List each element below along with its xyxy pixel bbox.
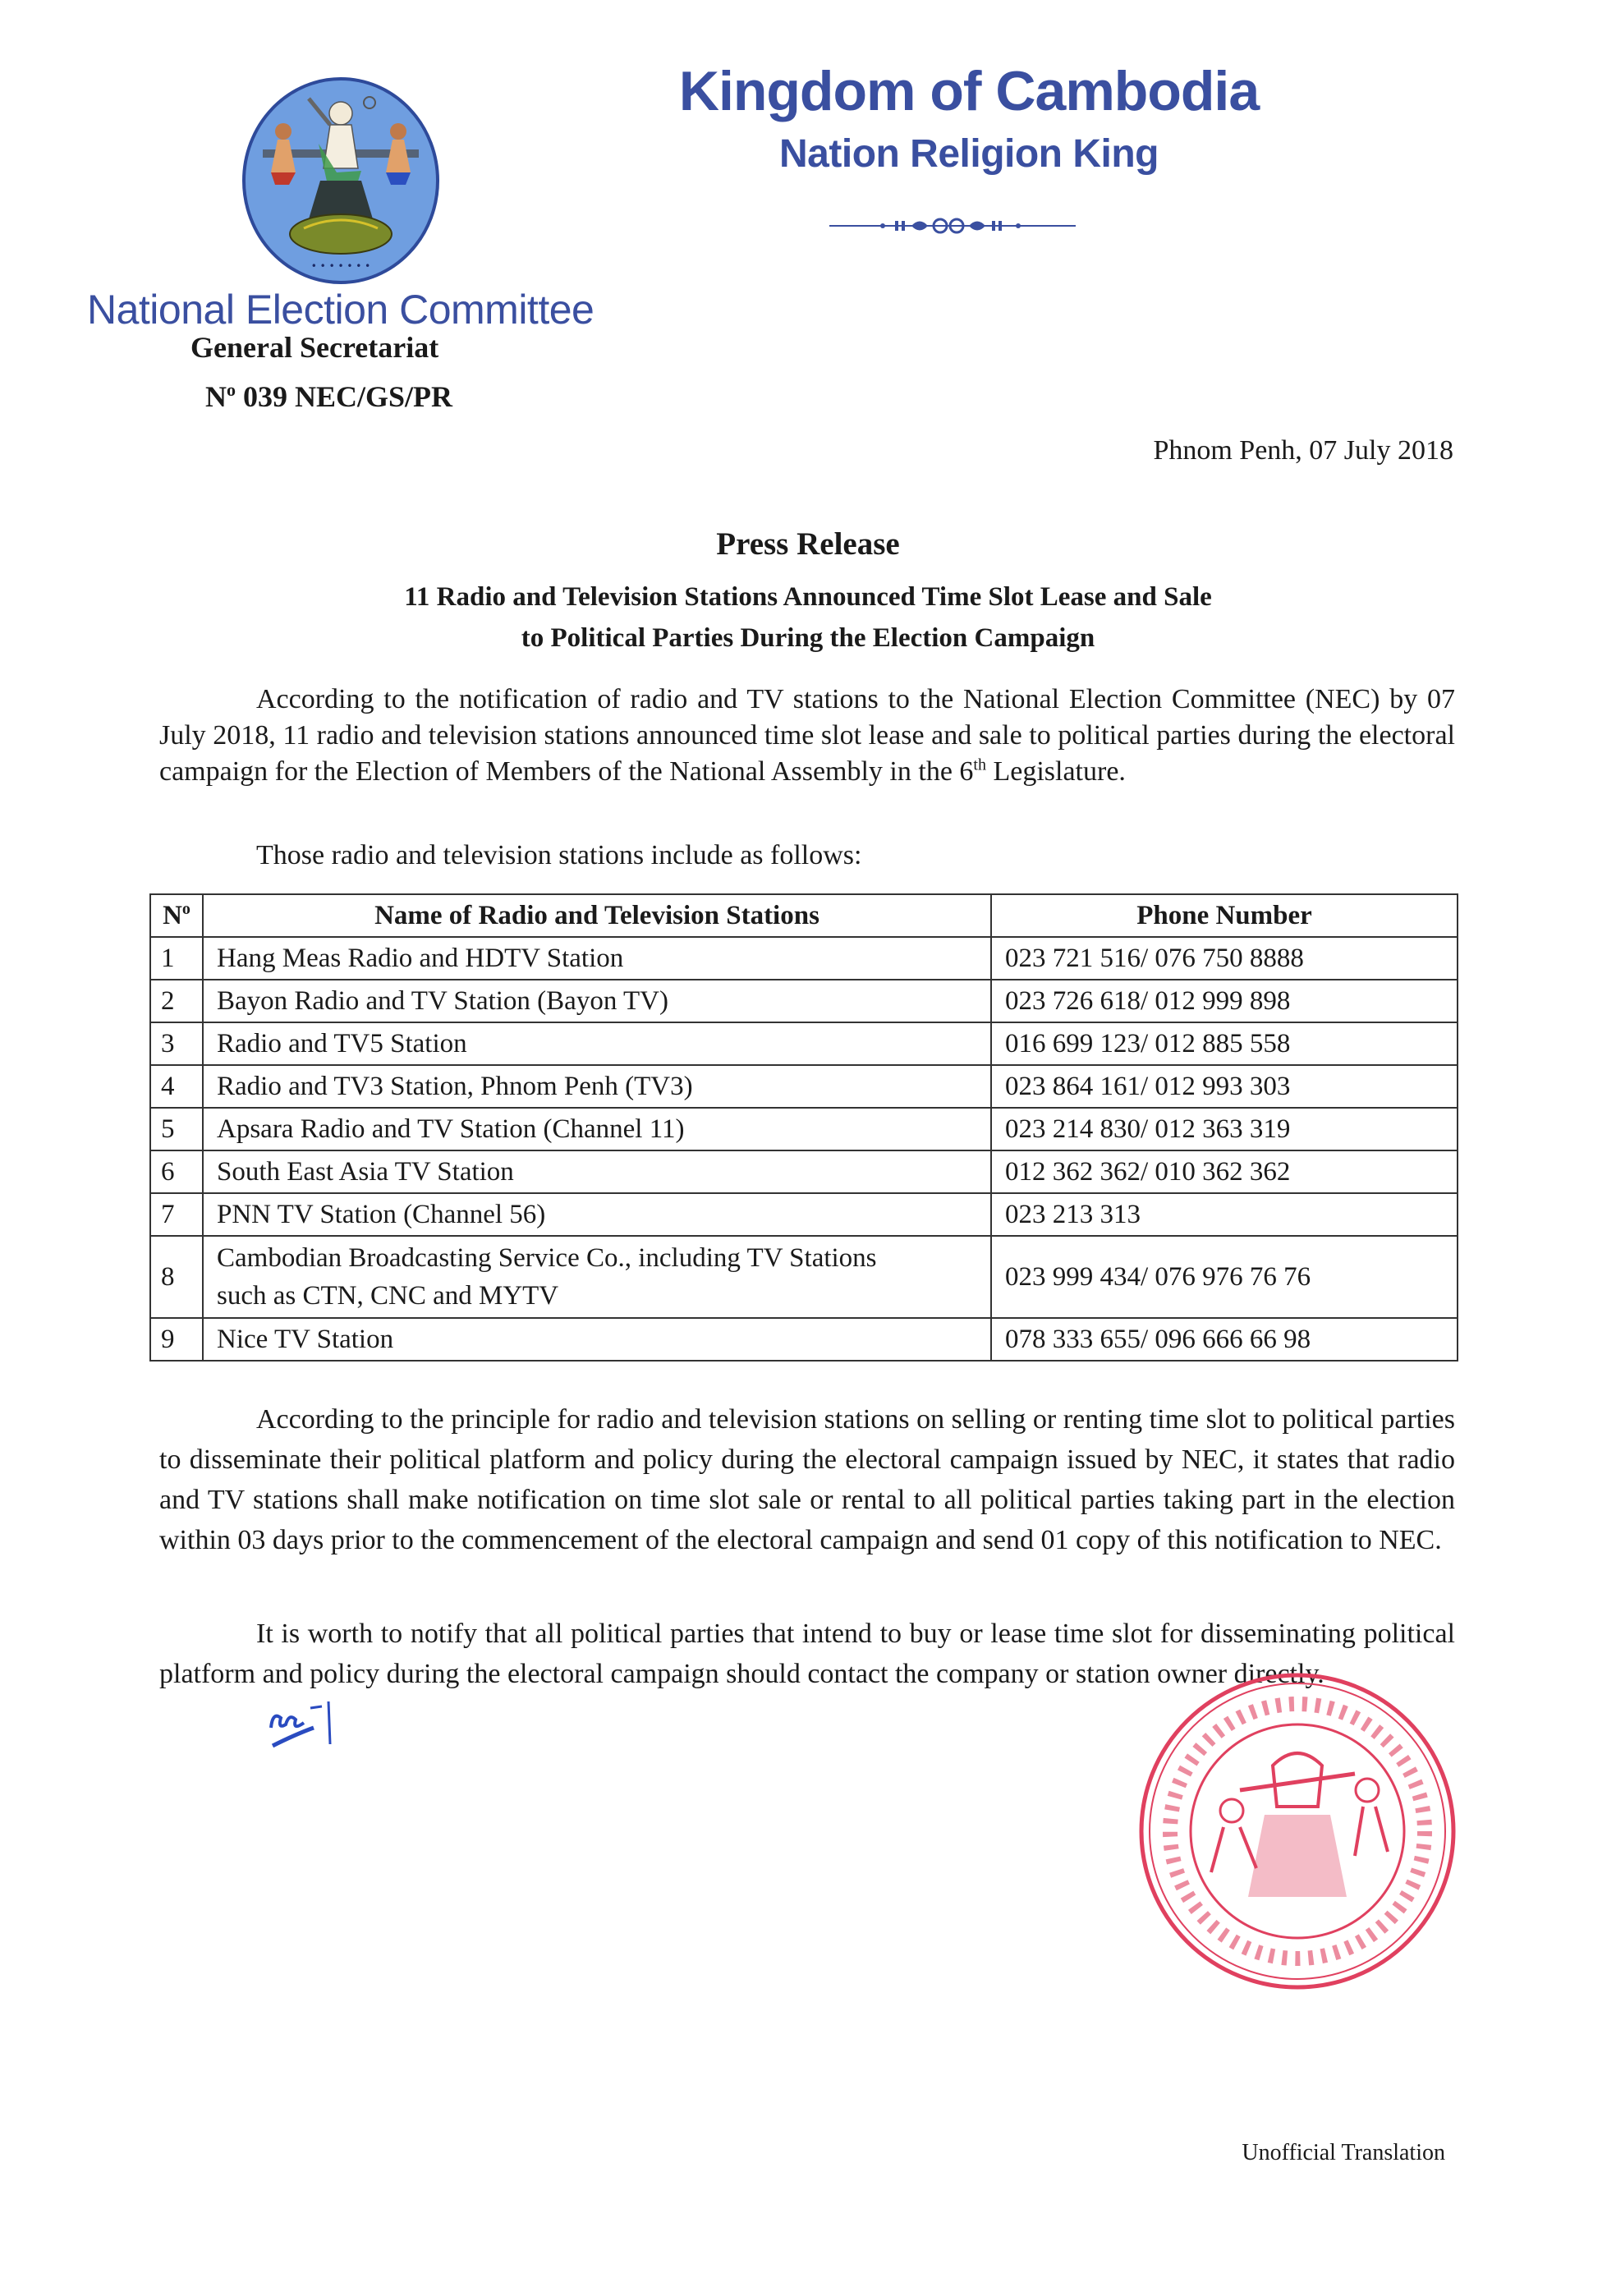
subtitle-line-1: 11 Radio and Television Stations Announced Time Slot Lease and Sale: [404, 582, 1212, 612]
station-name: Bayon Radio and TV Station (Bayon TV): [203, 980, 991, 1022]
official-seal: [1133, 1667, 1462, 1995]
signature-initials: [263, 1695, 345, 1761]
table-row: [150, 980, 1458, 1022]
table-header-row: [150, 894, 1458, 937]
subtitle-line-2: to Political Parties During the Election Campaign: [521, 623, 1095, 653]
country-heading: Kingdom of Cambodia: [678, 60, 1260, 122]
ornament-icon: [829, 215, 1076, 236]
document-subtitle: [0, 576, 1616, 659]
paragraph-principle: According to the principle for radio and television stations on selling or renting time slot to political parties to disseminate their political platform and policy during the electoral campaign issued by NEC, it states that radio and TV stations shall make notification on time slot sale or rental to all political parties taking part in the election within 03 days prior to the commencement of the electoral campaign and send 01 copy of this notification to NEC.: [159, 1404, 1455, 1555]
row-number: 8: [150, 1236, 203, 1318]
station-name: Nice TV Station: [203, 1318, 991, 1361]
station-name: Radio and TV3 Station, Phnom Penh (TV3): [203, 1065, 991, 1108]
station-phone: 023 999 434/ 076 976 76 76: [991, 1236, 1458, 1318]
row-number: 7: [150, 1193, 203, 1236]
station-name: PNN TV Station (Channel 56): [203, 1193, 991, 1236]
station-name-line-1: Cambodian Broadcasting Service Co., including TV Stations: [217, 1243, 877, 1273]
paragraph-intro-text: According to the notification of radio and TV stations to the National Election Committee (NEC) by 07 July 2018, 11 radio and television stations announced time slot lease and sale to political parties during the electoral campaign for the Election of Members of the National Assembly in the 6: [159, 684, 1455, 787]
row-number: 9: [150, 1318, 203, 1361]
svg-text:• • • • • • •: • • • • • • •: [310, 260, 371, 272]
nec-logo: [238, 74, 443, 287]
station-phone: 023 864 161/ 012 993 303: [991, 1065, 1458, 1108]
table-row: [150, 1108, 1458, 1150]
paragraph-notice: It is worth to notify that all political parties that intend to buy or lease time slot for disseminating political platform and policy during the electoral campaign should contact the company or station owner directly.: [159, 1619, 1455, 1689]
place-date: Phnom Penh, 07 July 2018: [1153, 435, 1453, 466]
ornament-divider: [829, 215, 1076, 236]
reference-prefix: N: [205, 380, 227, 413]
station-phone: 023 726 618/ 012 999 898: [991, 980, 1458, 1022]
station-name: South East Asia TV Station: [203, 1150, 991, 1193]
reference-number: [205, 379, 452, 414]
station-phone: 023 721 516/ 076 750 8888: [991, 937, 1458, 980]
organization-name: National Election Committee: [87, 287, 595, 333]
row-number: 3: [150, 1022, 203, 1065]
reference-value: 039 NEC/GS/PR: [236, 380, 453, 413]
station-phone: 016 699 123/ 012 885 558: [991, 1022, 1458, 1065]
table-row: [150, 937, 1458, 980]
seal-stamp-icon: [1133, 1667, 1462, 1995]
station-name: Apsara Radio and TV Station (Channel 11): [203, 1108, 991, 1150]
nec-emblem-icon: [238, 74, 443, 287]
paragraph-list-intro: Those radio and television stations include as follows:: [256, 840, 862, 870]
signature-icon: [263, 1695, 345, 1761]
row-number: 6: [150, 1150, 203, 1193]
station-phone: 012 362 362/ 010 362 362: [991, 1150, 1458, 1193]
paragraph-intro: [159, 682, 1455, 790]
row-number: 4: [150, 1065, 203, 1108]
table-row: [150, 1065, 1458, 1108]
reference-sup: o: [227, 379, 236, 400]
row-number: 1: [150, 937, 203, 980]
ordinal-suffix: th: [973, 755, 986, 774]
row-number: 2: [150, 980, 203, 1022]
document-title: Press Release: [716, 526, 900, 562]
header-phone-number: Phone Number: [991, 894, 1458, 937]
station-name: Radio and TV5 Station: [203, 1022, 991, 1065]
table-row: [150, 1150, 1458, 1193]
station-phone: 078 333 655/ 096 666 66 98: [991, 1318, 1458, 1361]
stations-table: [149, 893, 1458, 1362]
station-name: [203, 1236, 991, 1318]
header-station-name: Name of Radio and Television Stations: [203, 894, 991, 937]
station-name-line-2: such as CTN, CNC and MYTV: [217, 1281, 559, 1311]
header-number-sup: o: [181, 900, 191, 918]
national-motto: Nation Religion King: [779, 132, 1159, 176]
department-name: General Secretariat: [191, 331, 439, 364]
table-row: [150, 1318, 1458, 1361]
header-number-text: N: [163, 901, 182, 930]
station-name: Hang Meas Radio and HDTV Station: [203, 937, 991, 980]
table-row: [150, 1193, 1458, 1236]
row-number: 5: [150, 1108, 203, 1150]
header-number: [150, 894, 203, 937]
station-phone: 023 213 313: [991, 1193, 1458, 1236]
footer-note: Unofficial Translation: [1242, 2140, 1445, 2165]
table-row: [150, 1022, 1458, 1065]
paragraph-intro-end: Legislature.: [985, 756, 1126, 787]
table-row: [150, 1236, 1458, 1318]
station-phone: 023 214 830/ 012 363 319: [991, 1108, 1458, 1150]
